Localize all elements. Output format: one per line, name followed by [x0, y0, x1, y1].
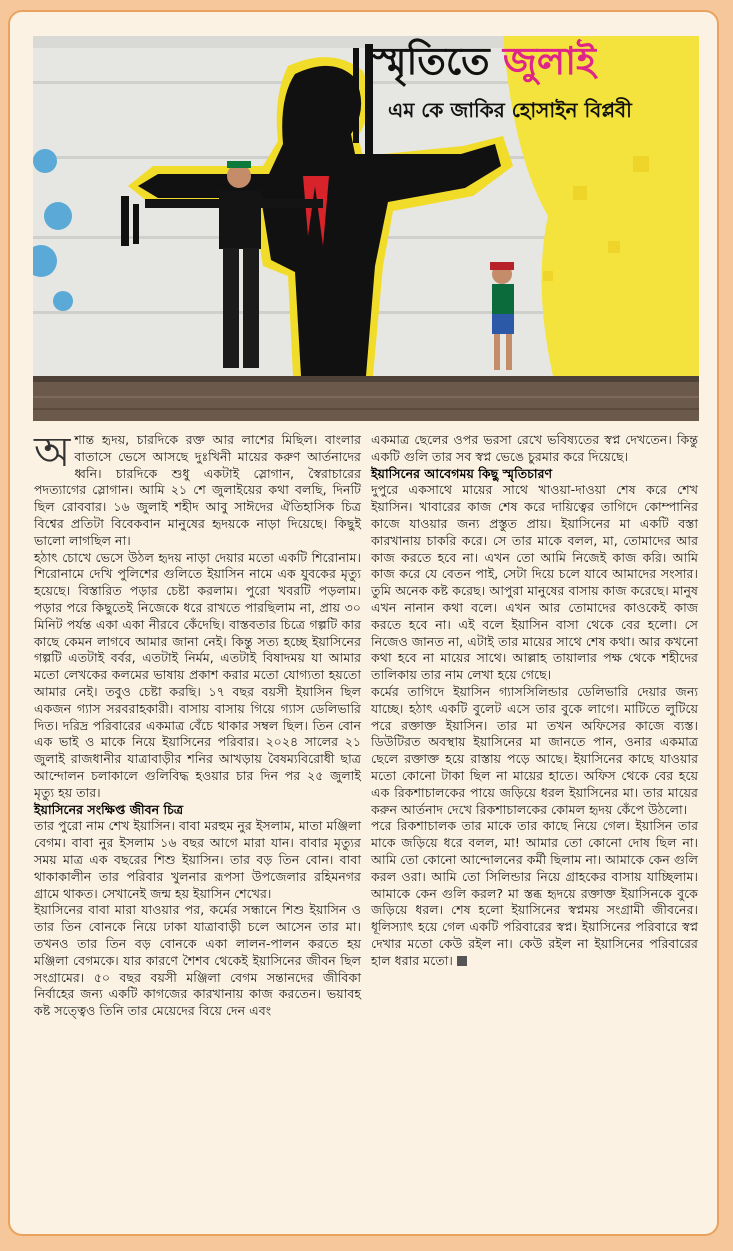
column-left	[34, 427, 361, 1232]
drop-cap: অ	[34, 427, 71, 476]
paragraph	[371, 818, 698, 969]
title-part-2: জুলাই	[502, 38, 596, 83]
paragraph	[34, 427, 361, 550]
mural-illustration	[33, 36, 699, 421]
paragraph: তার পুরো নাম শেখ ইয়াসিন। বাবা মরহুম নুর ইসলাম, মাতা মঞ্জিলা বেগম। বাবা নুর ইসলাম ১৬ বছর আগে মারা যান। বাবার মৃত্যুর সময় মাত্র এক বছরের শিশু ইয়াসিন। তার বড় তিন বোন। বাবা থাকাকালীন তার পরিবার খুলনার রূপসা উপজেলার রহিমনগর গ্রামে থাকত। সেখানেই জন্ম হয় ইয়াসিন শেখের।	[34, 818, 361, 901]
subheading: ইয়াসিনের সংক্ষিপ্ত জীবন চিত্র	[34, 801, 184, 817]
paragraph: দুপুরে একসাথে মায়ের সাথে খাওয়া-দাওয়া শেষ করে শেখ ইয়াসিন। খাবারের কাজ শেষ করে দায়িত্বের তাগিদে কোম্পানির কাজে যাওয়ার জন্য প্রস্তুত প্রায়। ইয়াসিনের মা একটি বস্তা কারখানায় চাকরি করে। সে তার মাকে বলল, মা, তোমাদের আর কাজ করতে হবে না। এখন তো আমি নিজেই কাজ করি। আমি কাজ করে যে বেতন পাই, সেটা দিয়ে চলে যাবে আমাদের সংসার। তুমি অনেক কষ্ট করেছ। আপুরা মানুষের বাসায় কাজ করেছে। মানুষ এখন নানান কথা বলে। এখন আর তোমাদের কাওকেই কাজ করতে হবে না। এই বলে ইয়াসিন বাসা থেকে বের হলো। সে নিজেও জানত না, এটাই তার মায়ের সাথে শেষ কথা। আর কখনো কথা হবে না মায়ের সাথে। আল্লাহ তায়ালার পক্ষ থেকে শহীদের তালিকায় তার নাম লেখা হয়ে গেছে।	[371, 482, 698, 683]
paragraph: ইয়াসিনের বাবা মারা যাওয়ার পর, কর্মের সন্ধানে শিশু ইয়াসিন ও তার তিন বোনকে নিয়ে ঢাকা যাত্রাবাড়ী চলে আসেন তার মা। তখনও তার তিন বড় বোনকে একা লালন-পালন করতে হয় মঞ্জিলা বেগমকে। যার কারণে শৈশব থেকেই ইয়াসিনের জীবন ছিল সংগ্রামের। ৫০ বছর বয়সী মঞ্জিলা বেগম সন্তানদের জীবিকা নির্বাহের জন্য একটি কাগজের কারখানায় কাজ করতেন। ভয়াবহ কষ্ট সত্ত্বেও তিনি তার মেয়েদের বিয়ে দেন এবং	[34, 902, 361, 1019]
article-title	[372, 38, 596, 83]
paragraph: একমাত্র ছেলের ওপর ভরসা রেখে ভবিষ্যতের স্বপ্ন দেখতেন। কিন্তু একটি গুলি তার সব স্বপ্ন ভেঙে চুরমার করে দিয়েছে।	[371, 432, 698, 464]
subheading: ইয়াসিনের আবেগময় কিছু স্মৃতিচারণ	[371, 465, 553, 481]
paragraph-text: শান্ত হৃদয়, চারদিকে রক্ত আর লাশের মিছিল। বাংলার বাতাসে ভেসে আসছে দুঃখিনী মায়ের করুণ আর্তনাদের ধ্বনি। চারদিকে শুধু একটাই স্লোগান, স্বৈরাচারের পদত্যাগের স্লোগান। আমি ২১ শে জুলাইয়ের কথা বলছি, দিনটি ছিল রোববার। ১৬ জুলাই শহীদ আবু সাঈদের ঐতিহাসিক চিত্র বিশ্বের প্রতিটা বিবেকবান মানুষের হৃদয়কে নাড়া দিয়েছে। কিছুই ভালো লাগছিল না।	[34, 432, 361, 548]
paragraph-text: পরে রিকশাচালক তার মাকে তার কাছে নিয়ে গেল। ইয়াসিন তার মাকে জড়িয়ে ধরে বলল, মা! আমার তো কোনো দোষ ছিল না। আমি তো কোনো আন্দোলনের কর্মী ছিলাম না। আমাকে কেন গুলি করল ওরা। আমি তো সিলিন্ডার নিয়ে গ্রাহকের বাসায় যাচ্ছিলাম। আমাকে কেন গুলি করল? মা স্তব্ধ হৃদয়ে রক্তাক্ত ইয়াসিনকে বুকে জড়িয়ে ধরল। শেষ হলো ইয়াসিনের স্বপ্নময় সংগ্রামী জীবনের। ধূলিস্যাৎ হয়ে গেল একটি পরিবারের স্বপ্ন। ইয়াসিনের পরিবারে স্বপ্ন দেখার মতো কেউ রইল না। কেউ রইল না ইয়াসিনের পরিবারের হাল ধরার মতো।	[371, 818, 698, 968]
paragraph: হঠাৎ চোখে ভেসে উঠল হৃদয় নাড়া দেয়ার মতো একটি শিরোনাম। শিরোনামে দেখি পুলিশের গুলিতে ইয়াসিন নামে এক যুবকের মৃত্যু হয়েছে। বিস্তারিত পড়ার চেষ্টা করলাম। পুরো খবরটি পড়লাম। পড়ার পরে কিছুতেই নিজেকে ধরে রাখতে পারছিলাম না, প্রায় ৩০ মিনিট পর্যন্ত একা একা নীরবে কেঁদেছি। বাস্তবতার চিত্রে গল্পটি কার কাছে কেমন লাগবে আমার জানা নেই। কিন্তু সত্য হচ্ছে ইয়াসিনের গল্পটি এতটাই বর্বর, এতটাই নির্মম, এতটাই বিষাদময় যা আমার মতো লেখকের কলমের ভাষায় প্রকাশ করার মতো যোগ্যতা হয়তো আমার নেই। তবুও চেষ্টা করছি। ১৭ বছর বয়সী ইয়াসিন ছিল একজন গ্যাস সরবরাহকারী। বাসায় বাসায় গিয়ে গ্যাস ডেলিভারি দিত। দরিদ্র পরিবারের একমাত্র বেঁচে থাকার সম্বল ছিল। তিন বোন এক ভাই ও মাকে নিয়ে ইয়াসিনের পরিবার। ২০২৪ সালের ২১ জুলাই রাজধানীর যাত্রাবাড়ীর শনির আখড়ায় বৈষম্যবিরোধী ছাত্র আন্দোলন চলাকালে গুলিবিদ্ধ হওয়ার চার দিন পর ২৫ জুলাই মৃত্যু হয় তার।	[34, 549, 361, 800]
author-byline: এম কে জাকির হোসাইন বিপ্লবী	[388, 98, 632, 122]
column-right	[371, 432, 698, 1232]
mural-photo	[33, 36, 699, 421]
end-mark-icon	[457, 956, 467, 966]
article-body	[34, 427, 698, 1232]
article-card	[8, 10, 719, 1236]
title-part-1: স্মৃতিতে	[372, 38, 503, 83]
paragraph: কর্মের তাগিদে ইয়াসিন গ্যাসসিলিন্ডার ডেলিভারি দেয়ার জন্য যাচ্ছে। হঠাৎ একটি বুলেট এসে তার বুকে লাগে। মাটিতে লুটিয়ে পরে রক্তাক্ত ইয়াসিন। তার মা তখন অফিসের কাজে ব্যস্ত। ডিউটিরত অবস্থায় ইয়াসিনের মা জানতে পান, ওনার একমাত্র ছেলে রক্তাক্ত হয়ে রাস্তায় পড়ে আছে। ইয়াসিনের কাছে যাওয়ার মতো কোনো টাকা ছিল না মায়ের হাতে। অফিস থেকে বের হয়ে এক রিকশাচালকের পায়ে জড়িয়ে ধরল ইয়াসিনের মা। তার মায়ের করুন আর্তনাদ দেখে রিকশাচালকের কোমল হৃদয় কেঁপে উঠলো।	[371, 683, 698, 817]
